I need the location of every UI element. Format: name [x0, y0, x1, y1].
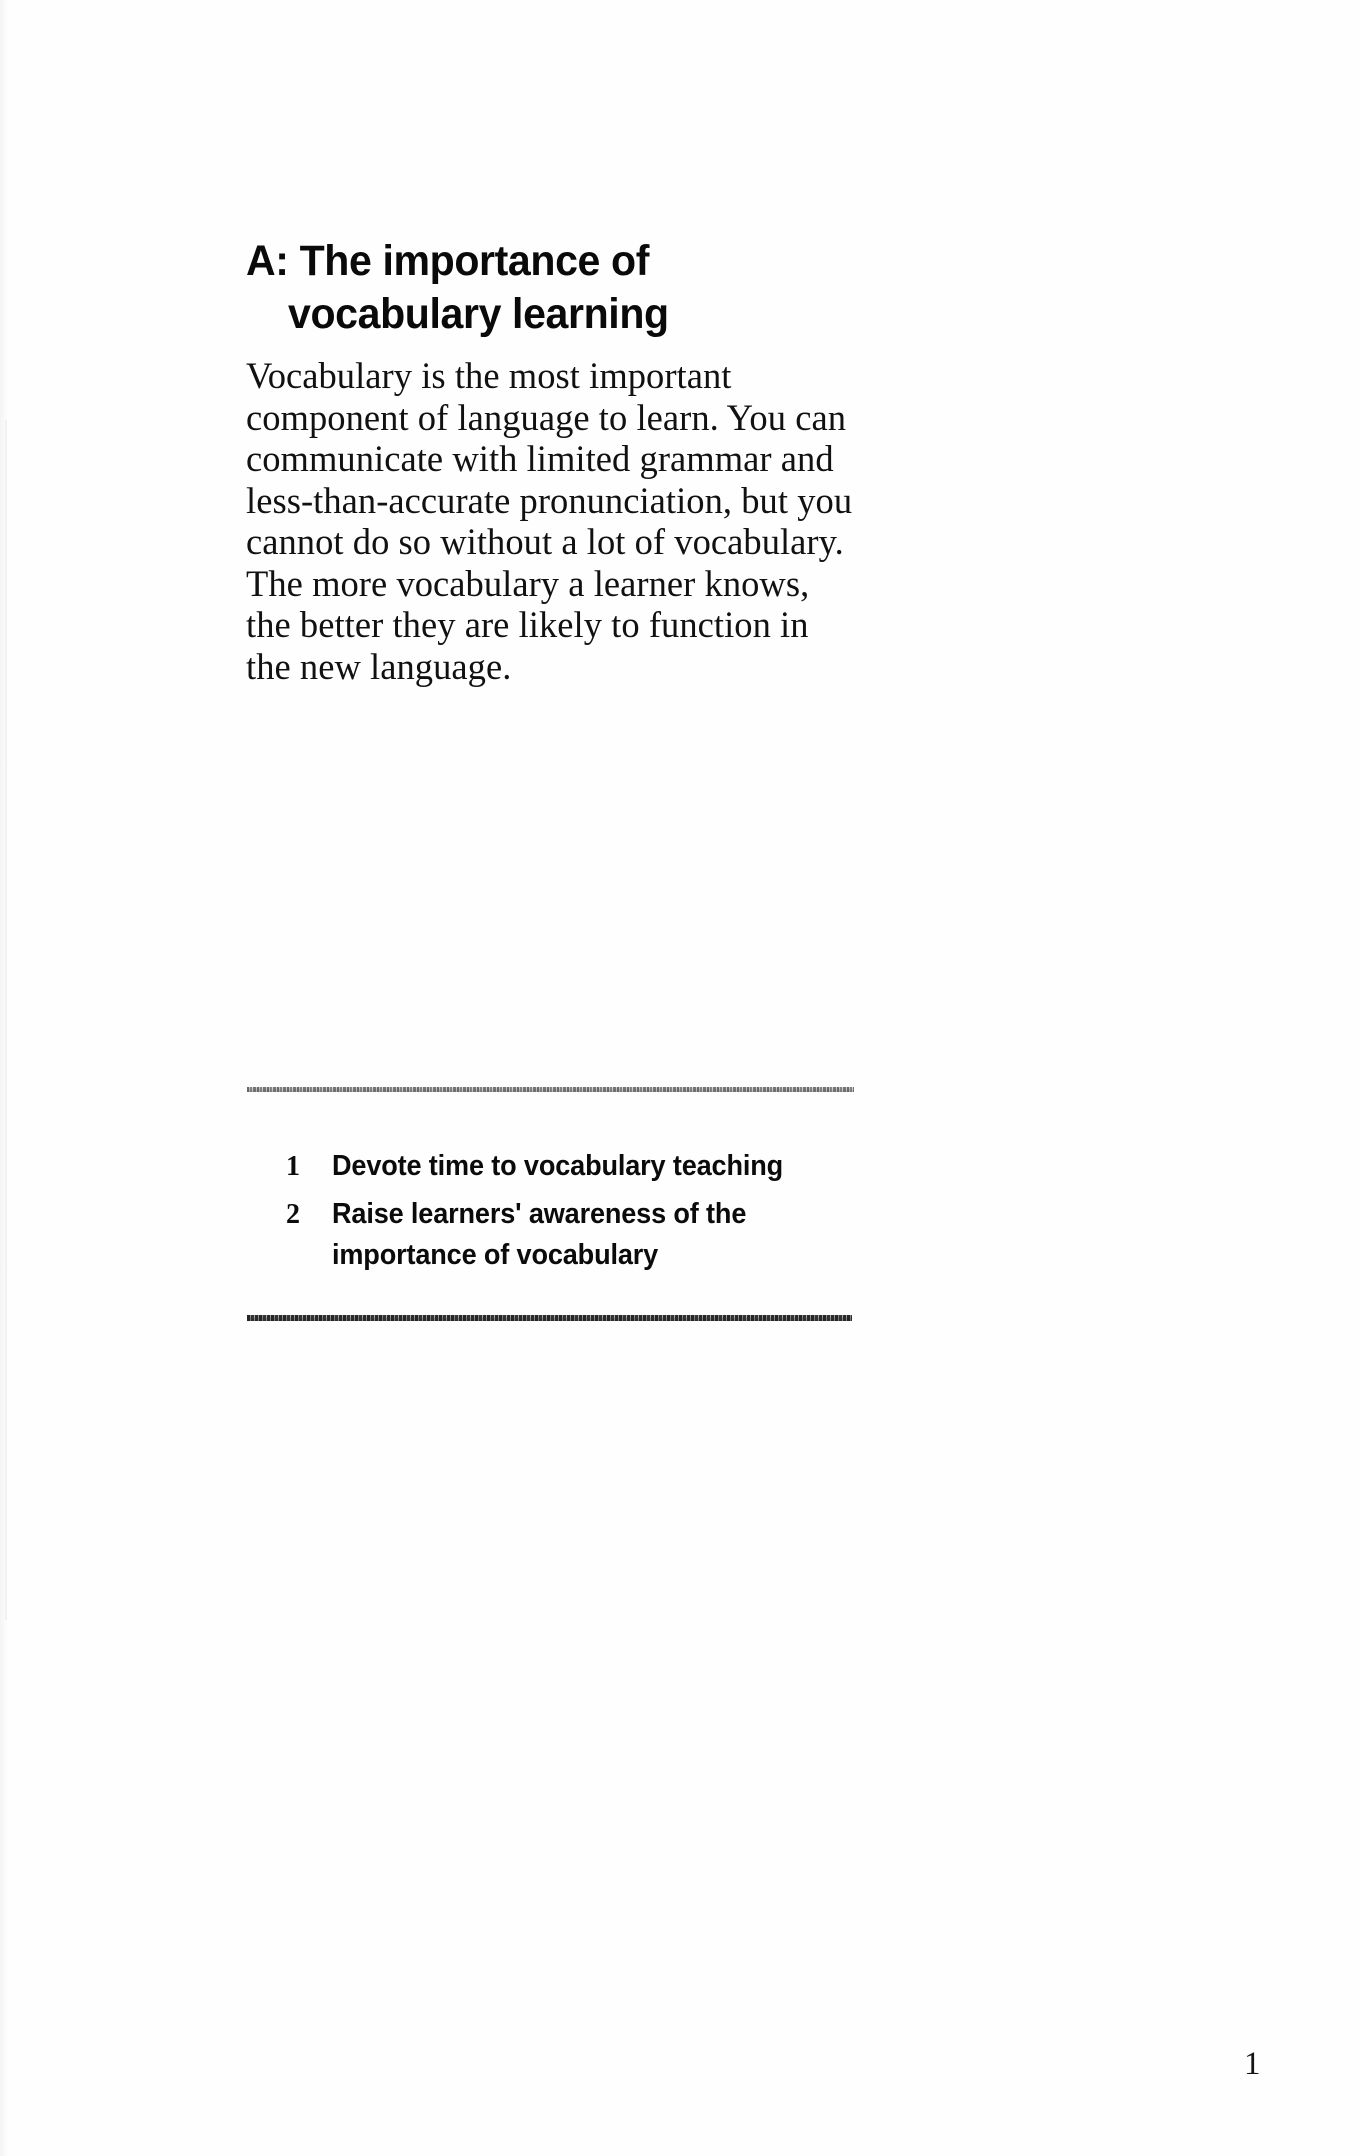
task-list: [246, 1146, 926, 1283]
body-line: the new language.: [246, 645, 512, 687]
body-line: cannot do so without a lot of vocabulary.: [246, 521, 844, 562]
page-title-line-1: A: The importance of: [246, 236, 650, 285]
body-line: the better they are likely to function in: [246, 604, 809, 645]
body-line: Vocabulary is the most important: [246, 355, 732, 396]
list-item: [286, 1194, 926, 1276]
page-number: 1: [1244, 2046, 1261, 2082]
body-line: less-than-accurate pronunciation, but you: [246, 479, 853, 521]
page-title: [246, 235, 934, 341]
horizontal-rule-bottom: [247, 1315, 852, 1321]
body-line: The more vocabulary a learner knows,: [246, 562, 810, 604]
list-item-number: 2: [286, 1199, 300, 1230]
body-line: communicate with limited grammar and: [246, 438, 834, 479]
list-item-label: Raise learners' awareness of the importance of vocabulary: [332, 1198, 747, 1271]
horizontal-rule-top: [247, 1087, 854, 1092]
body-line: component of language to learn. You can: [246, 396, 846, 438]
page-title-line-2: vocabulary learning: [288, 289, 669, 338]
body-paragraph: [246, 355, 906, 687]
list-item-number: 1: [286, 1151, 300, 1182]
list-item: [286, 1146, 926, 1187]
list-item-label: Devote time to vocabulary teaching: [332, 1150, 784, 1182]
